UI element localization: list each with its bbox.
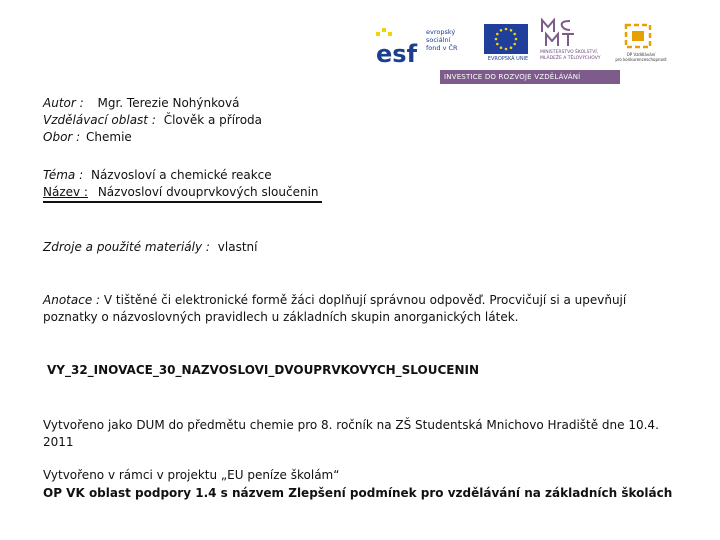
anotace-value: V tištěné či elektronické formě žáci doplňují správnou odpověď. Procvičují si a upevňují poznatky o názvoslovných pravidlech u základních skupin anorganických látek. — [43, 293, 627, 324]
anotace-label: Anotace : — [43, 293, 101, 307]
esf-text-line: fond v ČR — [426, 44, 458, 52]
esf-logo — [374, 24, 492, 68]
eu-logo — [480, 24, 536, 68]
tema-label: Téma : — [43, 168, 84, 182]
msmt-text-line: MINISTERSTVO ŠKOLSTVÍ, — [540, 50, 599, 55]
nazev-label: Název : — [43, 185, 88, 199]
obor-line — [43, 129, 132, 145]
eu-flag-icon — [484, 24, 528, 54]
esf-text — [426, 28, 458, 52]
opvk-note: OP VK oblast podpory 1.4 s názvem Zlepšení podmínek pro vzdělávání na základních školách — [43, 486, 673, 500]
project-note: Vytvořeno v rámci v projektu „EU peníze školám“ — [43, 468, 340, 482]
logo-banner — [370, 18, 666, 88]
opvk-text — [615, 52, 667, 62]
esf-text-line: sociální — [426, 36, 451, 44]
nazev-line — [43, 184, 319, 200]
msmt-logo — [540, 18, 610, 68]
msmt-logo-mark — [540, 18, 576, 48]
anotace-paragraph — [43, 292, 683, 326]
opvk-logo — [615, 22, 667, 72]
esf-logo-mark — [374, 26, 422, 66]
esf-mark-text: esf — [376, 40, 418, 66]
tema-value: Názvosloví a chemické reakce — [90, 168, 272, 182]
esf-text-line: evropský — [426, 28, 456, 36]
msmt-text — [540, 50, 610, 62]
zdroje-value: vlastní — [217, 240, 258, 254]
nazev-value: Názvosloví dvouprvkových sloučenin — [97, 185, 319, 199]
msmt-text-line: MLÁDEŽE A TĚLOVÝCHOVY — [540, 56, 601, 61]
zdroje-line — [43, 239, 257, 255]
autor-label: Autor : — [43, 96, 84, 110]
created-note: Vytvořeno jako DUM do předmětu chemie pro 8. ročník na ZŠ Studentská Mnichovo Hradiště dne 10.4. 2011 — [43, 418, 659, 449]
dum-code: VY_32_INOVACE_30_NAZVOSLOVI_DVOUPRVKOVYCH_SLOUCENIN — [47, 363, 480, 377]
obor-label: Obor : — [43, 130, 81, 144]
oblast-label: Vzdělávací oblast : — [43, 113, 156, 127]
autor-line — [43, 95, 239, 111]
opvk-text-line: pro konkurenceschopnost — [615, 57, 667, 62]
zdroje-label: Zdroje a použité materiály : — [43, 240, 210, 254]
nazev-underline — [43, 201, 322, 203]
oblast-value: Člověk a příroda — [163, 113, 263, 127]
opvk-text-line: OP Vzdělávání — [626, 52, 656, 57]
oblast-line — [43, 112, 262, 128]
investice-text: INVESTICE DO ROZVOJE VZDĚLÁVÁNÍ — [444, 73, 581, 81]
tema-line — [43, 167, 272, 183]
obor-value: Chemie — [86, 130, 132, 144]
eu-text: EVROPSKÁ UNIE — [487, 56, 529, 62]
autor-value: Mgr. Terezie Nohýnková — [97, 96, 240, 110]
opvk-logo-mark — [623, 22, 653, 50]
